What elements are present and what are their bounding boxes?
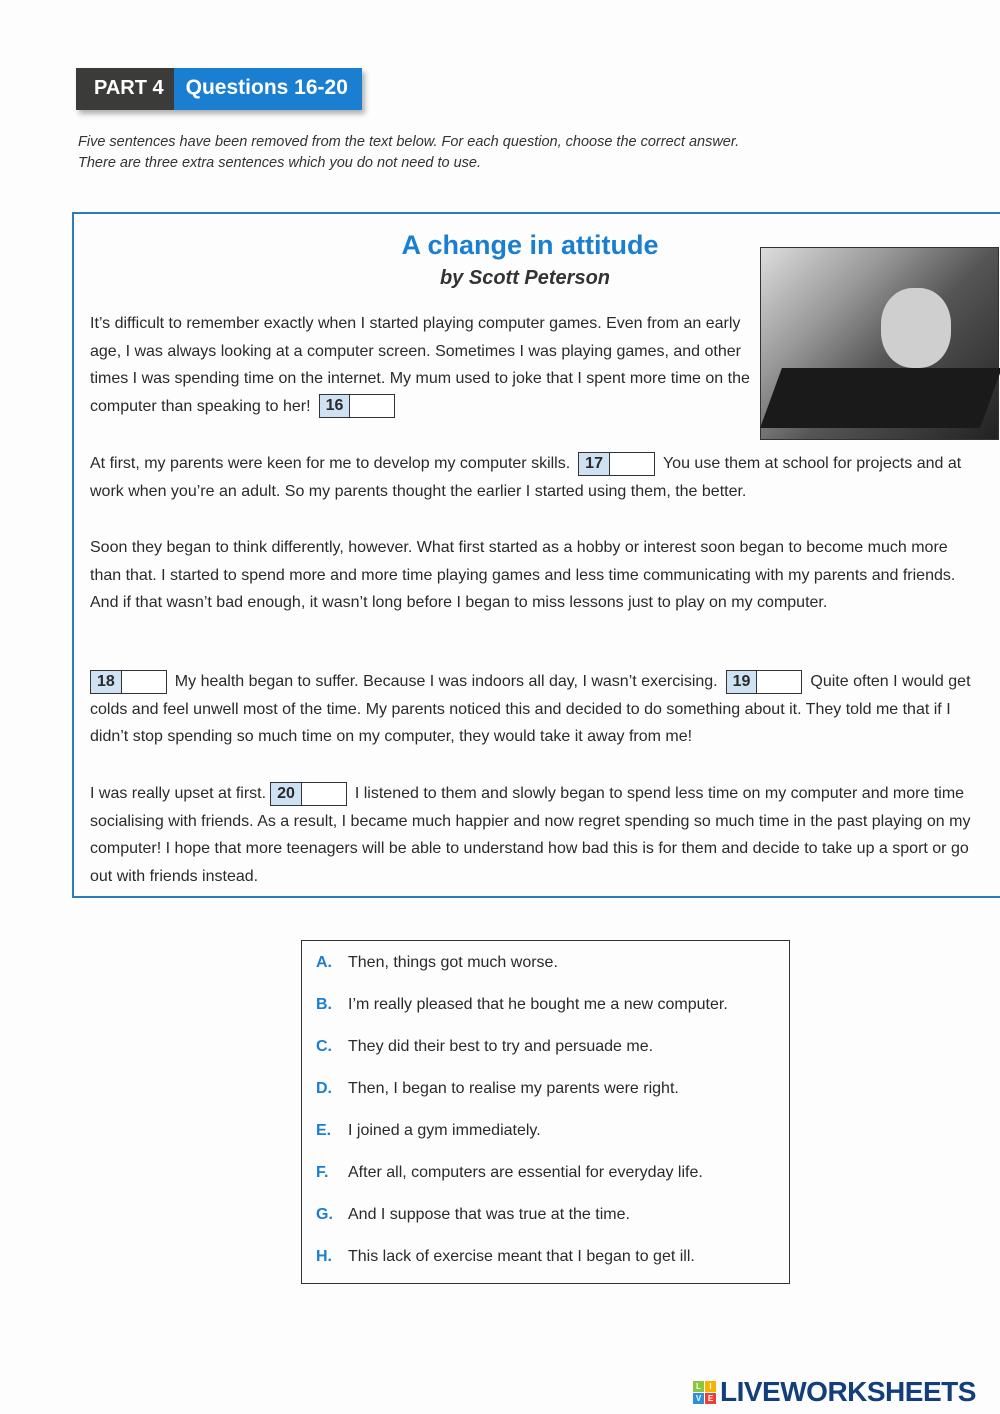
gap-input[interactable] <box>122 671 166 693</box>
paragraph-text: At first, my parents were keen for me to develop my computer skills. <box>90 455 571 472</box>
answer-gap-17[interactable] <box>578 452 655 476</box>
logo-text: LIVEWORKSHEETS <box>720 1376 976 1407</box>
gap-input[interactable] <box>757 671 801 693</box>
article-title: A change in attitude <box>401 230 659 260</box>
option-g <box>316 1203 789 1245</box>
option-text: This lack of exercise meant that I began to get ill. <box>348 1248 695 1265</box>
option-a <box>316 951 789 993</box>
gap-number: 18 <box>91 671 122 693</box>
gap-input[interactable] <box>610 453 654 475</box>
paragraph-text: I was really upset at first. <box>90 785 267 802</box>
option-text: Then, I began to realise my parents were right. <box>348 1080 679 1097</box>
article-byline: by Scott Peterson <box>439 267 611 289</box>
option-text: Then, things got much worse. <box>348 954 558 971</box>
option-text: They did their best to try and persuade me. <box>348 1038 654 1055</box>
gap-number: 19 <box>727 671 758 693</box>
option-e <box>316 1119 789 1161</box>
option-letter: B. <box>316 996 332 1013</box>
instruction-line: There are three extra sentences which you do not need to use. <box>78 155 482 171</box>
answer-gap-20[interactable] <box>270 782 347 806</box>
logo-letter: V <box>693 1393 704 1404</box>
option-c <box>316 1035 789 1077</box>
option-text: I’m really pleased that he bought me a new computer. <box>348 996 728 1013</box>
answer-gap-18[interactable] <box>90 670 167 694</box>
logo-letter: I <box>705 1381 716 1392</box>
paragraph-2 <box>90 450 965 505</box>
gap-number: 16 <box>320 395 351 417</box>
option-f <box>316 1161 789 1203</box>
paragraph-text: It’s difficult to remember exactly when I started playing computer games. Even from an early age, I was always looking at a computer screen. Sometimes I was playing games, and other times I was spending time on the internet. My mum used to joke that I spent more time on the computer than speaking to her! <box>90 315 750 415</box>
instruction-line: Five sentences have been removed from the text below. For each question, choose the correct answer. <box>78 134 740 150</box>
questions-label: Questions 16-20 <box>174 68 362 110</box>
option-b <box>316 993 789 1035</box>
paragraph-4 <box>90 668 975 751</box>
paragraph-1 <box>90 310 760 420</box>
paragraph-text: My health began to suffer. Because I was indoors all day, I wasn’t exercising. <box>174 673 718 690</box>
option-letter: H. <box>316 1248 332 1265</box>
logo-letter: L <box>693 1381 704 1392</box>
part-header <box>76 68 362 110</box>
liveworksheets-logo <box>693 1376 976 1408</box>
logo-icon <box>693 1381 716 1404</box>
option-letter: D. <box>316 1080 332 1097</box>
part-label: PART 4 <box>76 68 174 110</box>
paragraph-text: You use them at school for projects and at work when you’re an adult. So my parents thought the earlier I started using them, the better. <box>90 455 962 500</box>
option-letter: G. <box>316 1206 333 1223</box>
option-letter: C. <box>316 1038 332 1055</box>
option-letter: F. <box>316 1164 329 1181</box>
options-box <box>301 940 790 1284</box>
option-h <box>316 1245 789 1287</box>
paragraph-3: Soon they began to think differently, however. What first started as a hobby or interest soon began to become much more than that. I started to spend more and more time playing games and less time communicating with my parents and friends. And if that wasn’t bad enough, it wasn’t long before I began to miss lessons just to play on my computer. <box>90 539 956 611</box>
gap-input[interactable] <box>350 395 394 417</box>
option-d <box>316 1077 789 1119</box>
paragraph-text: I listened to them and slowly began to spend less time on my computer and more time socialising with friends. As a result, I became much happier and now regret spending so much time in the past playing on my computer! I hope that more teenagers will be able to understand how bad this is for them and decide to take up a sport or go out with friends instead. <box>90 785 971 885</box>
option-letter: E. <box>316 1122 332 1139</box>
gap-input[interactable] <box>302 783 346 805</box>
paragraph-5 <box>90 780 980 890</box>
gap-number: 17 <box>579 453 610 475</box>
paragraph-text: Quite often I would get colds and feel unwell most of the time. My parents noticed this and decided to do something about it. They told me that if I didn’t stop spending so much time on my computer, they would take it away from me! <box>90 673 971 745</box>
answer-gap-16[interactable] <box>319 394 396 418</box>
answer-gap-19[interactable] <box>726 670 803 694</box>
option-text: I joined a gym immediately. <box>348 1122 541 1139</box>
option-text: After all, computers are essential for everyday life. <box>348 1164 703 1181</box>
logo-letter: E <box>705 1393 716 1404</box>
option-letter: A. <box>316 954 332 971</box>
boy-at-laptop-photo <box>760 247 999 440</box>
instructions <box>78 132 739 174</box>
option-text: And I suppose that was true at the time. <box>348 1206 630 1223</box>
gap-number: 20 <box>271 783 302 805</box>
